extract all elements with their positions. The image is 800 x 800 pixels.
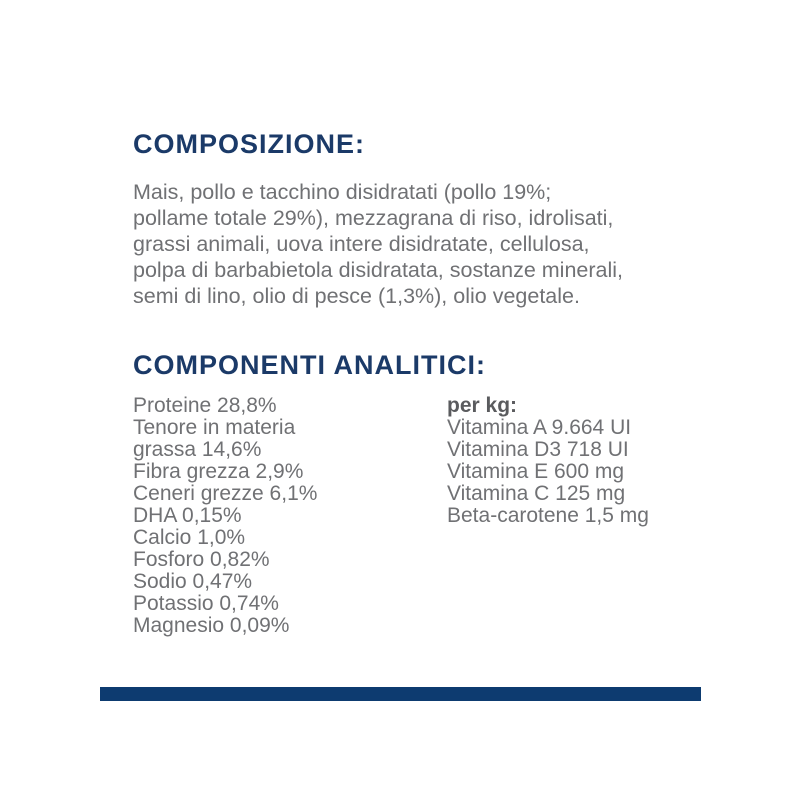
vitamin-line: Beta-carotene 1,5 mg xyxy=(447,504,649,527)
component-line: Magnesio 0,09% xyxy=(133,614,290,637)
component-line: Sodio 0,47% xyxy=(133,570,253,593)
vitamin-line: Vitamina A 9.664 UI xyxy=(447,416,632,439)
component-line: Proteine 28,8% xyxy=(133,394,277,417)
vitamin-line: Vitamina D3 718 UI xyxy=(447,438,629,461)
component-line: Calcio 1,0% xyxy=(133,526,246,549)
per-kg-section xyxy=(447,395,707,527)
composition-text: Mais, pollo e tacchino disidratati (pollo 19%; pollame totale 29%), mezzagrana di riso, idrolisati, grassi animali, uova intere disidratate, cellulosa, polpa di barbabietola disidratata, sostanze minerali, semi di lino, olio di pesce (1,3%), olio vegetale. xyxy=(133,180,624,308)
component-line: Fibra grezza 2,9% xyxy=(133,460,304,483)
component-line: DHA 0,15% xyxy=(133,504,242,527)
component-line: Tenore in materia grassa 14,6% xyxy=(133,416,296,461)
vitamin-list xyxy=(447,417,707,527)
vitamin-line: Vitamina C 125 mg xyxy=(447,482,626,505)
per-kg-label: per kg: xyxy=(447,394,518,417)
component-line: Ceneri grezze 6,1% xyxy=(133,482,318,505)
component-line: Fosforo 0,82% xyxy=(133,548,270,571)
composition-heading: COMPOSIZIONE: xyxy=(133,129,366,159)
vitamin-line: Vitamina E 600 mg xyxy=(447,460,625,483)
analytical-heading: COMPONENTI ANALITICI: xyxy=(133,350,486,380)
divider-bar xyxy=(100,687,701,701)
component-line: Potassio 0,74% xyxy=(133,592,279,615)
analytical-components-list xyxy=(133,395,345,637)
